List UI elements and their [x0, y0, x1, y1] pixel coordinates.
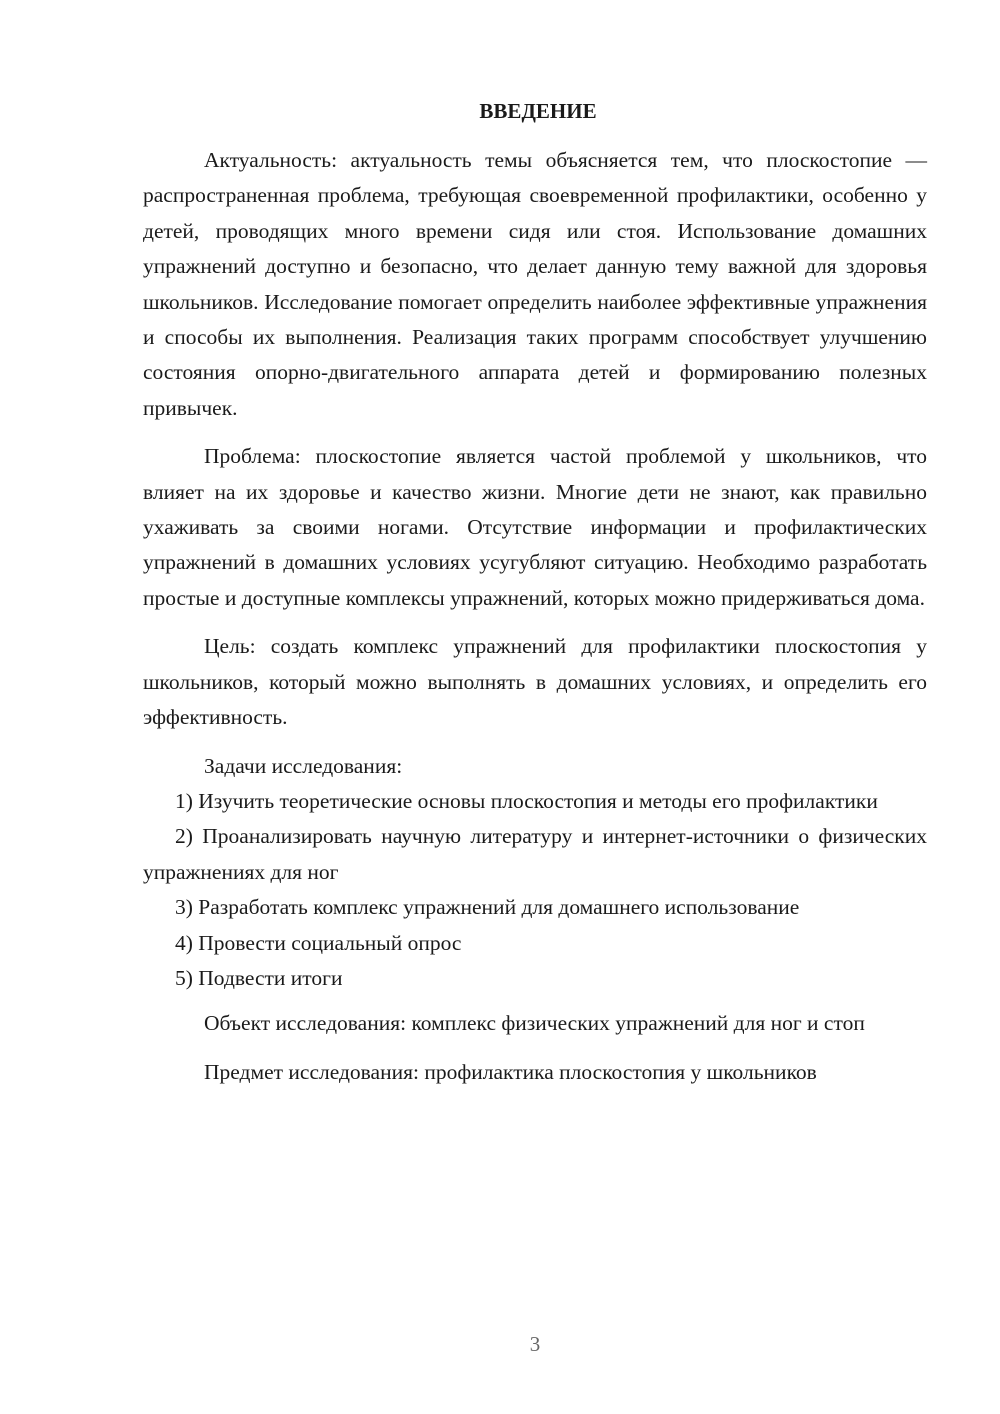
task-item-4: 4) Провести социальный опрос: [175, 930, 462, 955]
problem-paragraph: Проблема: плоскостопие является частой проблемой у школьников, что влияет на их здоровье и качество жизни. Многие дети не знают, как правильно ухаживать за своими ногами. Отсутствие информации и профилактических упражнений в домашних условиях усугубляют ситуацию. Необходимо разработать простые и доступные комплексы упражнений, которых можно придерживаться дома.: [143, 444, 927, 610]
tasks-heading: Задачи исследования:: [204, 753, 403, 778]
goal-paragraph: Цель: создать комплекс упражнений для профилактики плоскостопия у школьников, который можно выполнять в домашних условиях, и определить его эффективность.: [143, 634, 927, 730]
task-item-5: 5) Подвести итоги: [175, 965, 343, 990]
page-number: 3: [529, 1332, 541, 1356]
relevance-paragraph: Актуальность: актуальность темы объясняется тем, что плоскостопие — распространенная проблема, требующая своевременной профилактики, особенно у детей, проводящих много времени сидя или стоя. Использование домашних упражнений доступно и безопасно, что делает данную тему важной для здоровья школьников. Исследование помогает определить наиболее эффективные упражнения и способы их выполнения. Реализация таких программ способствует улучшению состояния опорно-двигательного аппарата детей и формированию полезных привычек.: [143, 148, 927, 420]
task-item-3: 3) Разработать комплекс упражнений для домашнего использование: [175, 895, 800, 920]
object-paragraph: Объект исследования: комплекс физических упражнений для ног и стоп: [204, 1011, 865, 1036]
section-title: ВВЕДЕНИЕ: [479, 99, 597, 123]
document-page: [143, 96, 927, 1090]
task-item-1: 1) Изучить теоретические основы плоскостопия и методы его профилактики: [175, 788, 878, 813]
subject-paragraph: Предмет исследования: профилактика плоскостопия у школьников: [204, 1059, 817, 1084]
task-item-2: 2) Проанализировать научную литературу и интернет-источники о физических упражнениях для ног: [143, 824, 927, 884]
